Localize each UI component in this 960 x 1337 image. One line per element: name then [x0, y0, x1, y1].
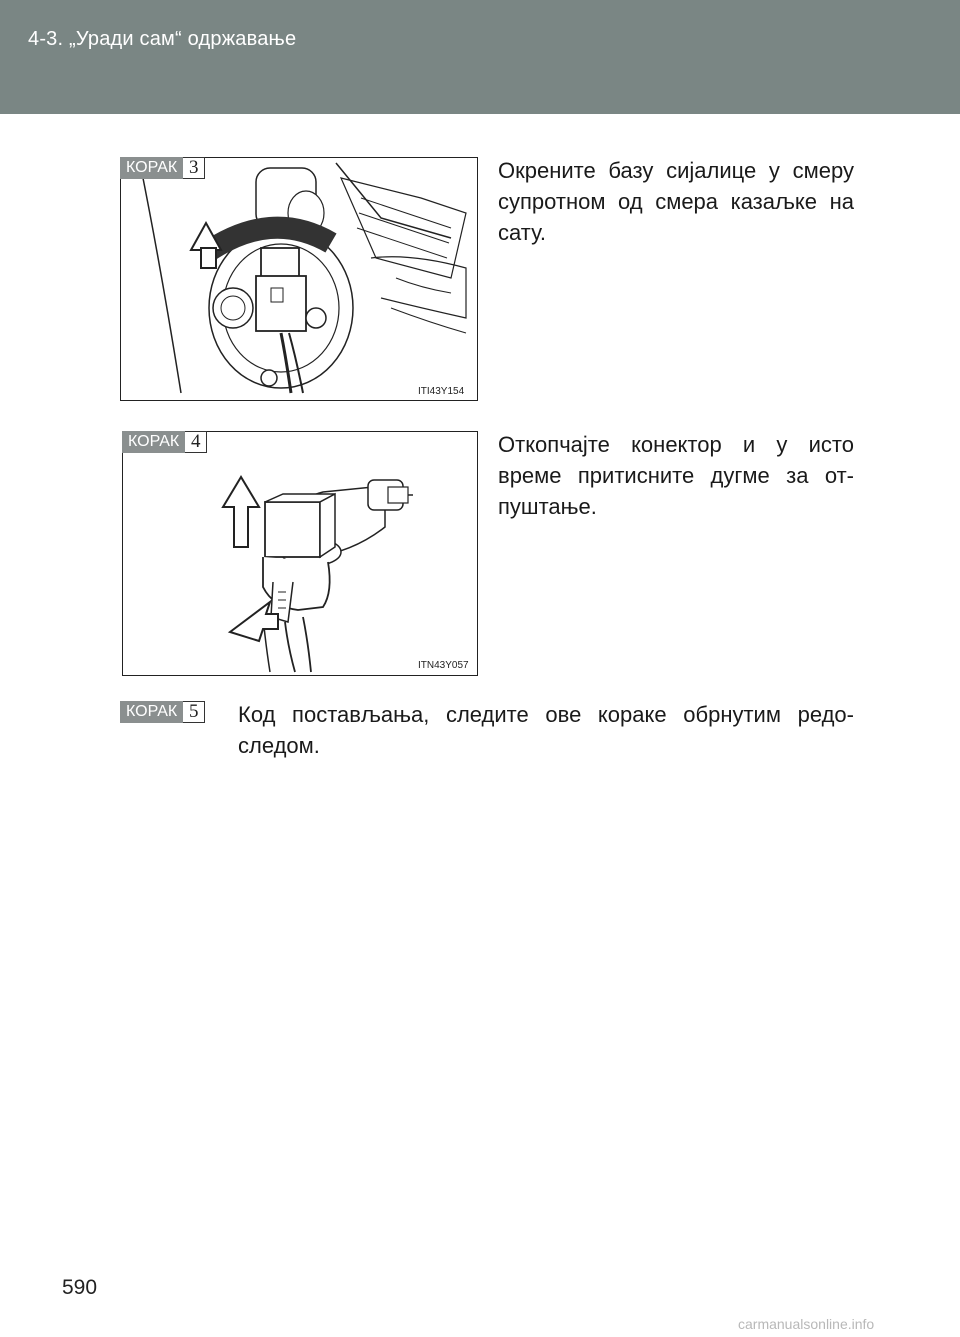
step-4-text: Откопчајте конектор и у исто време притисните дугме за от-пуштање.: [498, 432, 854, 519]
page-number: 590: [62, 1276, 98, 1299]
step-label: КОРАК: [120, 701, 183, 723]
step-badge-5: [120, 701, 205, 723]
watermark: carmanualsonline.info: [738, 1316, 875, 1332]
figure-step-4: [122, 431, 478, 676]
step-number: 5: [183, 701, 205, 723]
step-label: КОРАК: [122, 431, 185, 453]
figure-code: ITN43Y057: [418, 660, 469, 671]
connector-release-illustration: [123, 432, 476, 674]
section-title: 4-3. „Уради сам“ одржавање: [28, 28, 297, 50]
step-5-text: Код постављања, следите ове кораке обрнутим редо-следом.: [238, 702, 854, 758]
figure-code: ITI43Y154: [418, 386, 465, 397]
step-3-text: Окрените базу сијалице у смеру супротном од смера казаљке на сату.: [498, 158, 854, 245]
step-badge-3: [120, 157, 205, 179]
bulb-base-rotate-illustration: [121, 158, 476, 399]
step-number: 3: [183, 157, 205, 179]
step-number: 4: [185, 431, 207, 453]
page-header: [0, 0, 960, 114]
step-label: КОРАК: [120, 157, 183, 179]
figure-step-3: [120, 157, 478, 401]
step-badge-4: [122, 431, 207, 453]
